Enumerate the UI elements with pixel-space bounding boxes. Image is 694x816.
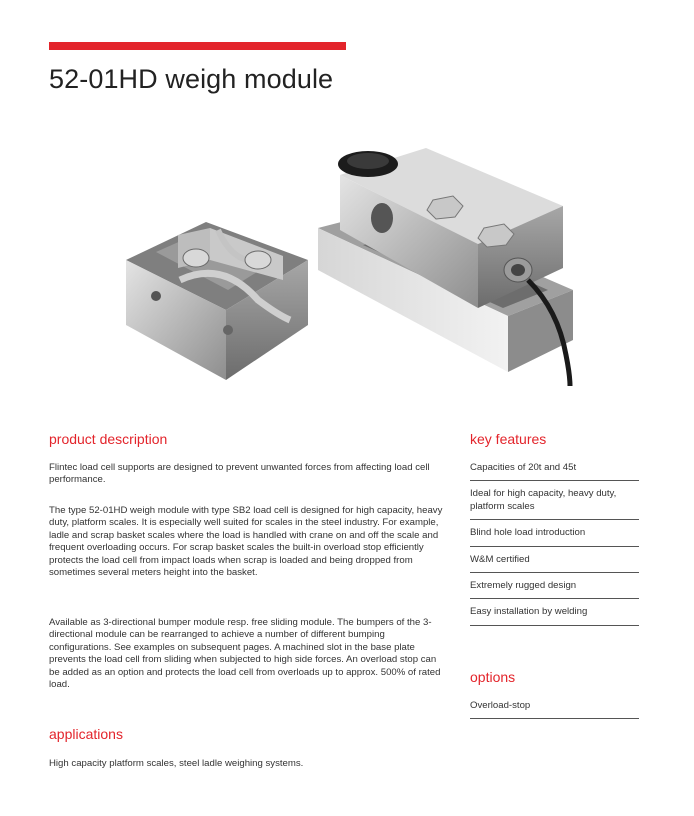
key-features-list (470, 455, 639, 626)
product-description-heading: product description (49, 431, 168, 447)
product-photo (118, 140, 580, 386)
page-title: 52-01HD weigh module (49, 64, 334, 94)
description-paragraph: Available as 3-directional bumper module resp. free sliding module. The bumpers of the 3-directional module can be rearranged to achieve a number of different bumping configurations. See examples on subsequent pages. A machined slot in the base plate prevents the load cell from sliding when subjected to high side forces. An overload stop can be added as an option and protects the load cell from overloads up to approx. 500% of rated load. (49, 617, 441, 691)
key-feature-item: Capacities of 20t and 45t (470, 455, 639, 481)
key-feature-item: Easy installation by welding (470, 599, 639, 625)
key-feature-item: Blind hole load introduction (470, 520, 639, 546)
accent-bar (49, 42, 346, 50)
key-feature-item: Extremely rugged design (470, 573, 639, 599)
description-paragraph: The type 52-01HD weigh module with type SB2 load cell is designed for high capacity, heavy duty, platform scales. It is especially well suited for scales in the steel industry. For example, ladle and scrap basket scales where the load is handled with crane on and off the scale and frequent overloading occurs. For scrap basket scales the built-in overload stop efficiently protects the load cell from impact loads when scrap is loaded and being dropped from sometimes several meters height into the basket. (49, 505, 443, 579)
options-list (470, 693, 639, 719)
key-features-heading: key features (470, 431, 547, 447)
applications-heading: applications (49, 726, 123, 742)
key-feature-item: Ideal for high capacity, heavy duty, platform scales (470, 481, 639, 520)
options-heading: options (470, 669, 516, 685)
applications-text: High capacity platform scales, steel ladle weighing systems. (49, 758, 304, 769)
option-item: Overload-stop (470, 693, 639, 719)
description-paragraph: Flintec load cell supports are designed to prevent unwanted forces from affecting load cell performance. (49, 462, 430, 486)
bumper-module (126, 222, 308, 380)
key-feature-item: W&M certified (470, 547, 639, 573)
